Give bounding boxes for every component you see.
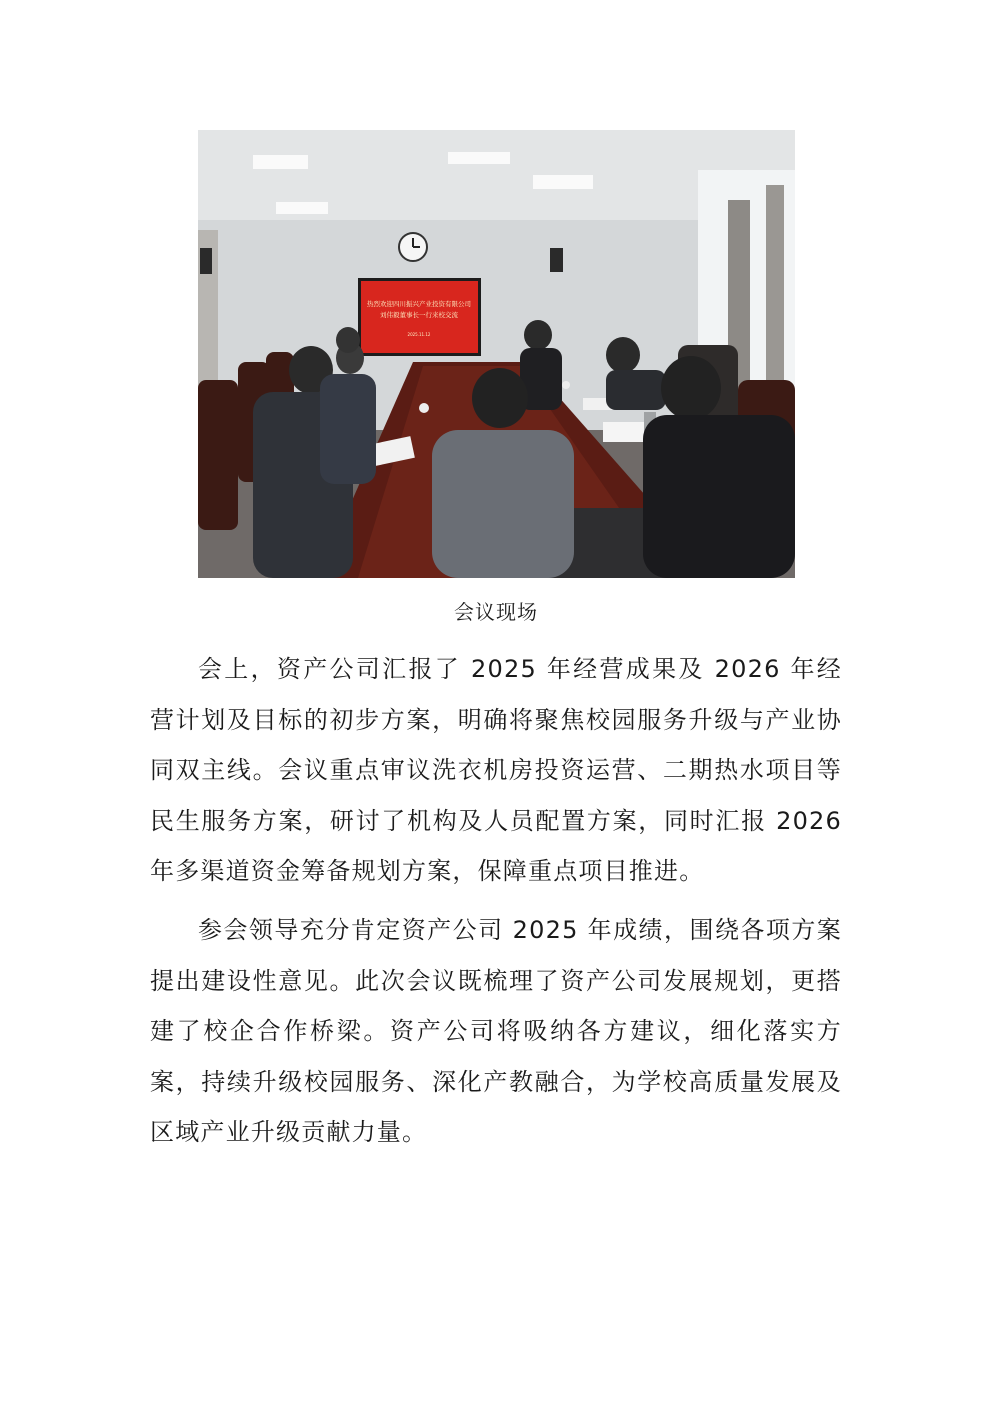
- meeting-photo: [198, 130, 795, 578]
- paragraph-1: 会上，资产公司汇报了 2025 年经营成果及 2026 年经营计划及目标的初步方案，明确将聚焦校园服务升级与产业协同双主线。会议重点审议洗衣机房投资运营、二期热水项目等民生服务方案，研讨了机构及人员配置方案，同时汇报 2026 年多渠道资金筹备规划方案，保障重点项目推进。: [150, 655, 842, 886]
- screen-date: 2025.11.12: [407, 332, 431, 337]
- screen-title-line1: 热烈欢迎四川振兴产业投资有限公司: [367, 300, 471, 308]
- screen-title-line2: 刘伟毅董事长一行来校交流: [380, 311, 458, 319]
- photo-caption: 会议现场: [454, 600, 538, 624]
- paragraph-2: 参会领导充分肯定资产公司 2025 年成绩，围绕各项方案提出建设性意见。此次会议既梳理了资产公司发展规划，更搭建了校企合作桥梁。资产公司将吸纳各方建议，细化落实方案，持续升级校园服务、深化产教融合，为学校高质量发展及区域产业升级贡献力量。: [150, 915, 842, 1147]
- meeting-photo-illustration: [198, 130, 795, 578]
- article-body: [150, 644, 842, 1166]
